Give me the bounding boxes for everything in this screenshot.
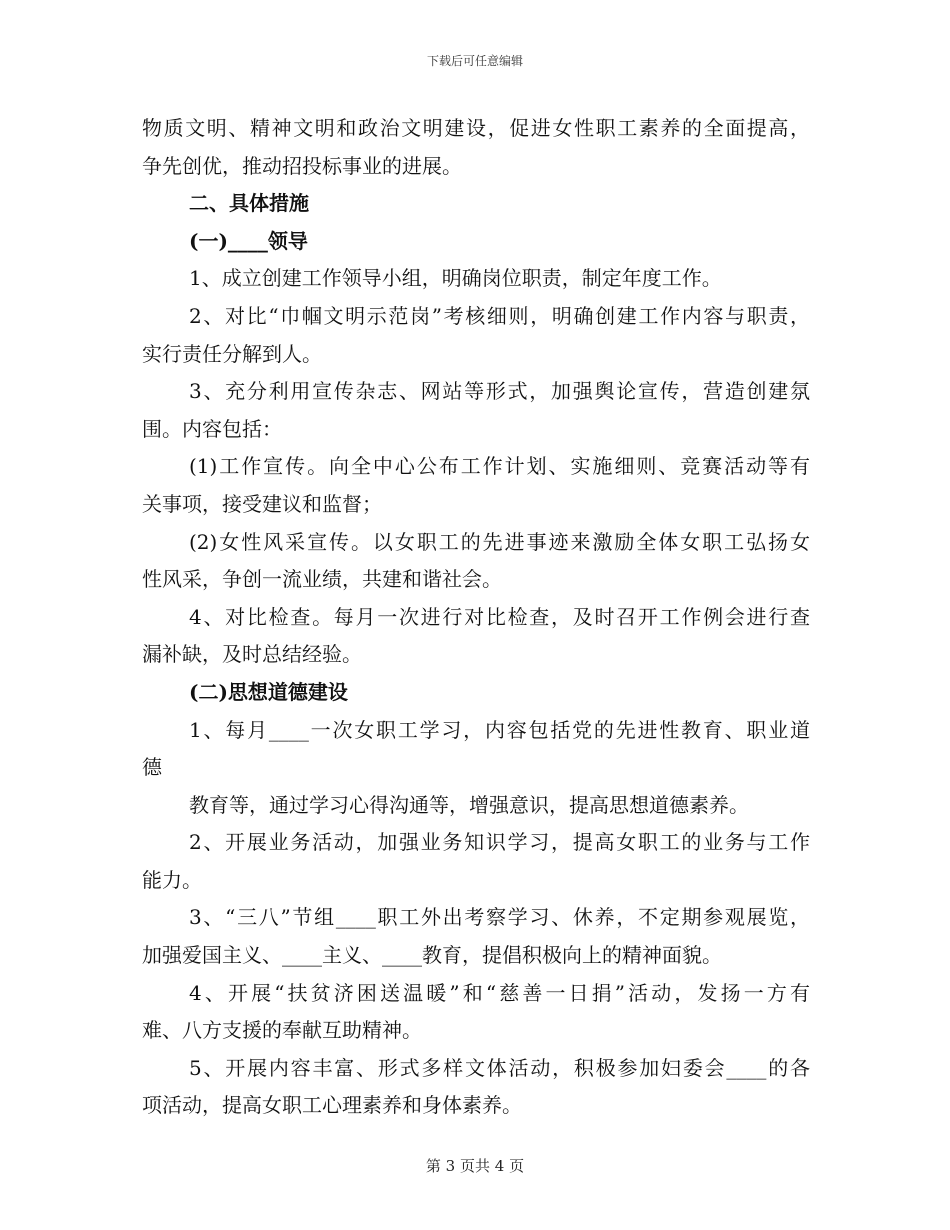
text-line: 1、成立创建工作领导小组，明确岗位职责，制定年度工作。 [189,266,722,291]
text-line: 项活动，提高女职工心理素养和身体素养。 [142,1093,522,1118]
text-line: 能力。 [142,867,202,892]
text-line: 德 [142,755,162,780]
text-line: 性风采，争创一流业绩，共建和谐社会。 [142,567,502,592]
text-line: 漏补缺，及时总结经验。 [142,642,362,667]
text-line: 3、充分利用宣传杂志、网站等形式，加强舆论宣传，营造创建氛 [189,379,810,404]
text-line: 2、开展业务活动，加强业务知识学习，提高女职工的业务与工作 [189,830,810,855]
text-line: 1、每月____一次女职工学习，内容包括党的先进性教育、职业道 [189,717,810,742]
text-line: 加强爱国主义、____主义、____教育，提倡积极向上的精神面貌。 [142,943,722,968]
text-line: 实行责任分解到人。 [142,341,322,366]
section-heading: (二)思想道德建设 [189,679,348,704]
text-line: 5、开展内容丰富、形式多样文体活动，积极参加妇委会____的各 [189,1055,810,1080]
text-line: (1)工作宣传。向全中心公布工作计划、实施细则、竞赛活动等有 [189,454,810,479]
section-heading: 二、具体措施 [189,191,309,216]
text-line: 4、对比检查。每月一次进行对比检查，及时召开工作例会进行查 [189,604,810,629]
page-number: 第 3 页共 4 页 [425,1157,525,1175]
text-line: 2、对比“巾帼文明示范岗”考核细则，明确创建工作内容与职责， [189,303,810,328]
text-line: 3、“三八”节组____职工外出考察学习、休养，不定期参观展览， [189,905,810,930]
text-line: (2)女性风采宣传。以女职工的先进事迹来激励全体女职工弘扬女 [189,529,810,554]
text-line: 4、开展“扶贫济困送温暖”和“慈善一日捐”活动，发扬一方有 [189,980,810,1005]
text-line: 关事项，接受建议和监督； [142,491,382,516]
text-line: 难、八方支援的奉献互助精神。 [142,1018,422,1043]
text-line: 教育等，通过学习心得沟通等，增强意识，提高思想道德素养。 [189,792,749,817]
document-body [142,110,810,1125]
page-header-note: 下载后可任意编辑 [426,54,523,68]
text-line: 争先创优，推动招投标事业的进展。 [142,153,462,178]
text-line: 围。内容包括： [142,416,282,441]
section-heading: (一)____领导 [189,228,308,253]
text-line: 物质文明、精神文明和政治文明建设，促进女性职工素养的全面提高， [142,116,810,140]
